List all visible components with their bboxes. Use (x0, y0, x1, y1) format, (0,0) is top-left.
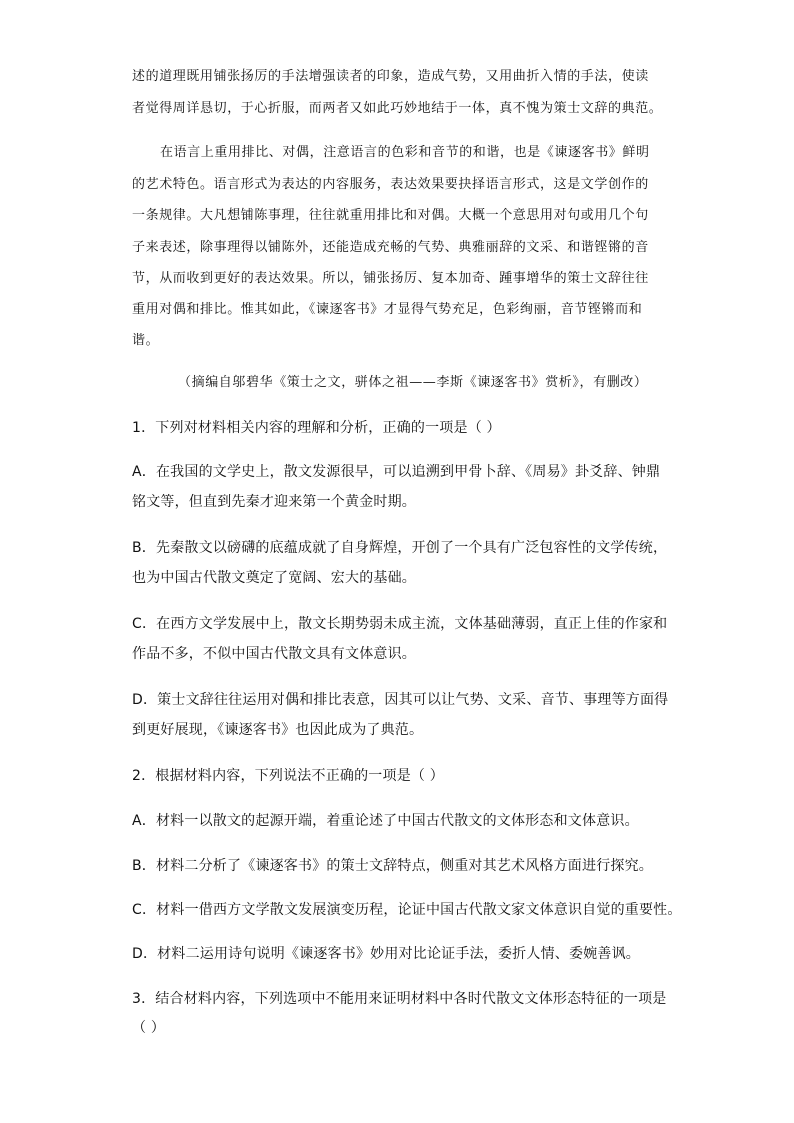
question-2-option-c: C．材料一借西方文学散文发展演变历程，论证中国古代散文家文体意识自觉的重要性。 (132, 902, 682, 918)
passage-line: 重用对偶和排比。惟其如此，《谏逐客书》才显得气势充足，色彩绚丽，音节铿锵而和 (132, 302, 643, 317)
question-3-stem: 3．结合材料内容，下列选项中不能用来证明材料中各时代散文文体形态特征的一项是 (132, 991, 667, 1007)
question-3-stem: （ ） (132, 1020, 166, 1036)
question-2-stem: 2．根据材料内容，下列说法不正确的一项是（ ） (132, 768, 444, 784)
passage-line: 的艺术特色。语言形式为表达的内容服务，表达效果要抉择语言形式，这是文学创作的 (132, 177, 649, 192)
passage-line: 在语言上重用排比、对偶，注意语言的色彩和音节的和谐，也是《谏逐客书》鲜明 (160, 145, 650, 160)
question-1-stem: 1．下列对材料相关内容的理解和分析，正确的一项是（ ） (132, 420, 501, 436)
question-1-option-c: 作品不多，不似中国古代散文具有文体意识。 (132, 646, 416, 662)
question-1-option-c: C．在西方文学发展中上，散文长期势弱未成主流，文体基础薄弱，直正上佳的作家和 (132, 616, 668, 632)
question-2-option-a: A．材料一以散文的起源开端，着重论述了中国古代散文的文体形态和文体意识。 (132, 813, 639, 829)
passage-line: 述的道理既用铺张扬厉的手法增强读者的印象，造成气势，又用曲折入情的手法，使读 (132, 69, 649, 84)
question-1-option-a: 铭文等，但直到先秦才迎来第一个黄金时期。 (132, 494, 416, 510)
passage-line: 节，从而收到更好的表达效果。所以，铺张扬厉、复本加奇、踵事增华的策士文辞往往 (132, 271, 649, 286)
question-1-option-b: B．先秦散文以磅礴的底蕴成就了自身辉煌，开创了一个具有广泛包容性的文学传统， (132, 540, 668, 556)
question-2-option-d: D．材料二运用诗句说明《谏逐客书》妙用对比论证手法，委折人情、委婉善讽。 (132, 946, 640, 962)
question-1-option-b: 也为中国古代散文奠定了宽阔、宏大的基础。 (132, 570, 416, 586)
question-1-option-d: D．策士文辞往往运用对偶和排比表意，因其可以让气势、文采、音节、事理等方面得 (132, 692, 669, 708)
passage-line: 谐。 (132, 333, 160, 348)
source-attribution: （摘编自邬碧华《策士之文，骈体之祖——李斯《谏逐客书》赏析》，有删改） (178, 375, 648, 390)
question-2-option-b: B．材料二分析了《谏逐客书》的策士文辞特点，侧重对其艺术风格方面进行探究。 (132, 858, 654, 874)
passage-line: 者觉得周详恳切，于心折服，而两者又如此巧妙地结于一体，真不愧为策士文辞的典范。 (132, 101, 663, 116)
passage-line: 一条规律。大凡想铺陈事理，往往就重用排比和对偶。大概一个意思用对句或用几个句 (132, 208, 649, 223)
question-1-option-d: 到更好展现，《谏逐客书》也因此成为了典范。 (132, 722, 424, 738)
question-1-option-a: A．在我国的文学史上，散文发源很早，可以追溯到甲骨卜辞、《周易》卦爻辞、钟鼎 (132, 464, 661, 480)
passage-line: 子来表述，除事理得以铺陈外，还能造成充畅的气势、典雅丽辞的文采、和谐铿锵的音 (132, 240, 649, 255)
